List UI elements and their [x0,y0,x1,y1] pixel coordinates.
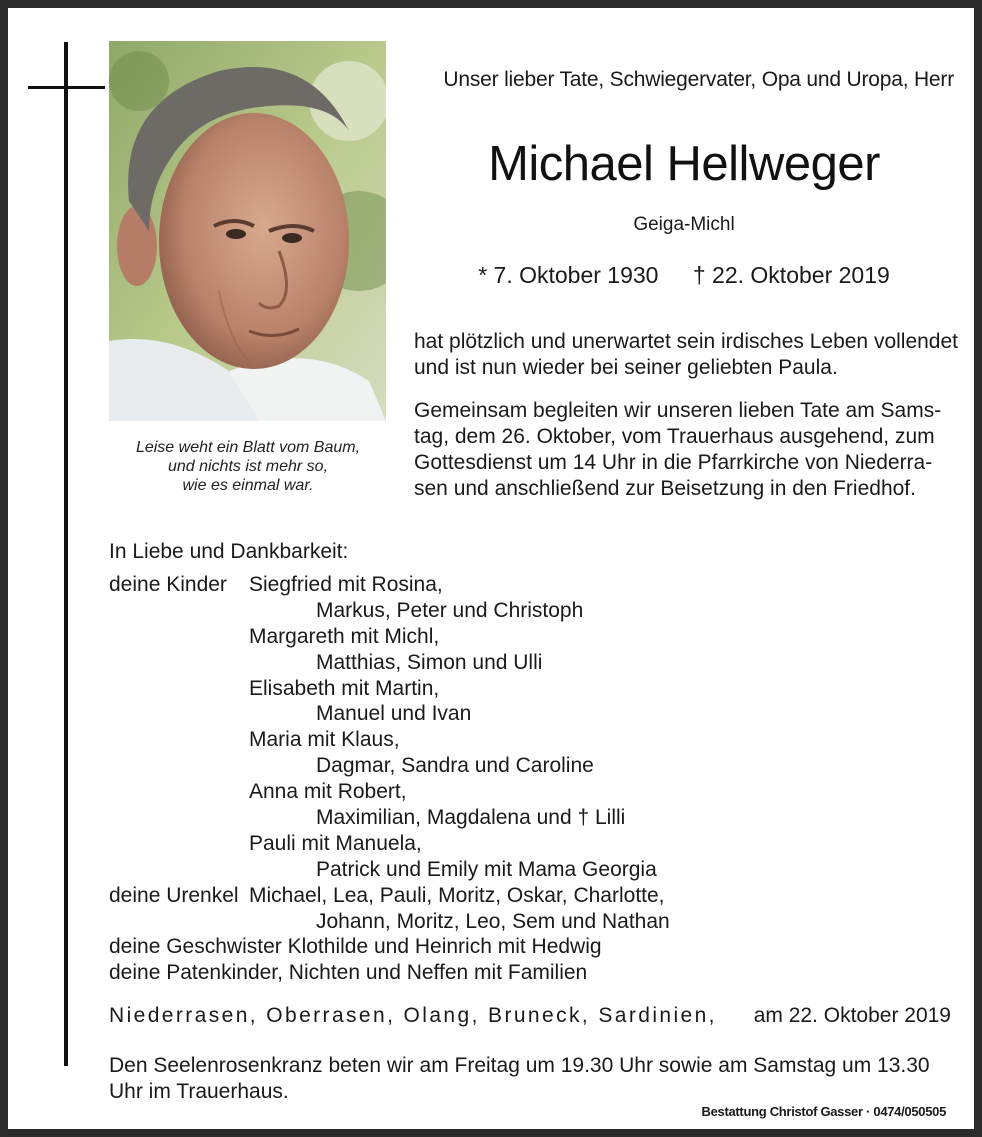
godchildren-line: deine Patenkinder, Nichten und Neffen mit Familien [109,961,588,985]
undertaker-info: Bestattung Christof Gasser · 0474/050505 [701,1104,946,1119]
family-entry: Markus, Peter und Christoph [316,598,584,622]
text-line: und ist nun wieder bei seiner geliebten Paula. [414,356,838,379]
text-line: Den Seelenrosenkranz beten wir am Freitag um 19.30 Uhr sowie am Samstag um 13.30 [109,1054,930,1077]
birth-date: * 7. Oktober 1930 [478,262,659,288]
quote-line: Leise weht ein Blatt vom Baum, [135,439,361,456]
family-entry: Patrick und Emily mit Mama Georgia [316,857,657,881]
nickname: Geiga-Michl [633,214,735,235]
portrait-photo [109,41,386,421]
cross-icon [64,42,68,1066]
funeral-info-text [414,398,952,502]
cross-bar [28,86,105,89]
family-entry: Pauli mit Manuela, [249,831,422,855]
family-heading: In Liebe und Dankbarkeit: [109,540,349,563]
family-entry: Margareth mit Michl, [249,624,440,648]
death-date: † 22. Oktober 2019 [692,262,890,288]
siblings-line: deine Geschwister Klothilde und Heinrich mit Hedwig [109,935,602,959]
family-entry: Matthias, Simon und Ulli [316,650,543,674]
urenkel-label: deine Urenkel [109,883,239,907]
quote-line: wie es einmal war. [182,477,314,494]
death-notice-text [414,329,959,381]
rosary-text [109,1053,951,1105]
family-entry: Elisabeth mit Martin, [249,676,440,700]
place-date: am 22. Oktober 2019 [753,1004,951,1027]
memorial-quote [108,438,388,495]
family-entry: Anna mit Robert, [249,780,407,804]
places-line [109,1004,951,1028]
text-line: hat plötzlich und unerwartet sein irdisches Leben vollendet [414,330,959,353]
text-line: Gottesdienst um 14 Uhr in die Pfarrkirche von Niederra- [414,451,933,474]
intro-line: Unser lieber Tate, Schwiegervater, Opa und Uropa, Herr [443,68,954,91]
text-line: Gemeinsam begleiten wir unseren lieben Tate am Sams- [414,399,942,422]
family-list [109,572,969,986]
life-dates [414,262,954,289]
family-entry: Maria mit Klaus, [249,728,400,752]
text-line: sen und anschließend zur Beisetzung in den Friedhof. [414,477,916,500]
deceased-name: Michael Hellweger [488,137,880,191]
family-entry: Manuel und Ivan [316,702,472,726]
family-entry: Siegfried mit Rosina, [249,573,443,596]
family-entry: Johann, Moritz, Leo, Sem und Nathan [316,909,670,933]
kinder-label: deine Kinder [109,573,227,596]
text-line: Uhr im Trauerhaus. [109,1080,289,1103]
family-entry: Michael, Lea, Pauli, Moritz, Oskar, Charlotte, [249,883,665,907]
family-entry: Maximilian, Magdalena und † Lilli [316,806,626,830]
places: Niederrasen, Oberrasen, Olang, Bruneck, Sardinien, [109,1004,717,1027]
family-entry: Dagmar, Sandra und Caroline [316,754,594,778]
quote-line: und nichts ist mehr so, [167,458,329,475]
text-line: tag, dem 26. Oktober, vom Trauerhaus ausgehend, zum [414,425,935,448]
obituary-page [8,8,974,1129]
